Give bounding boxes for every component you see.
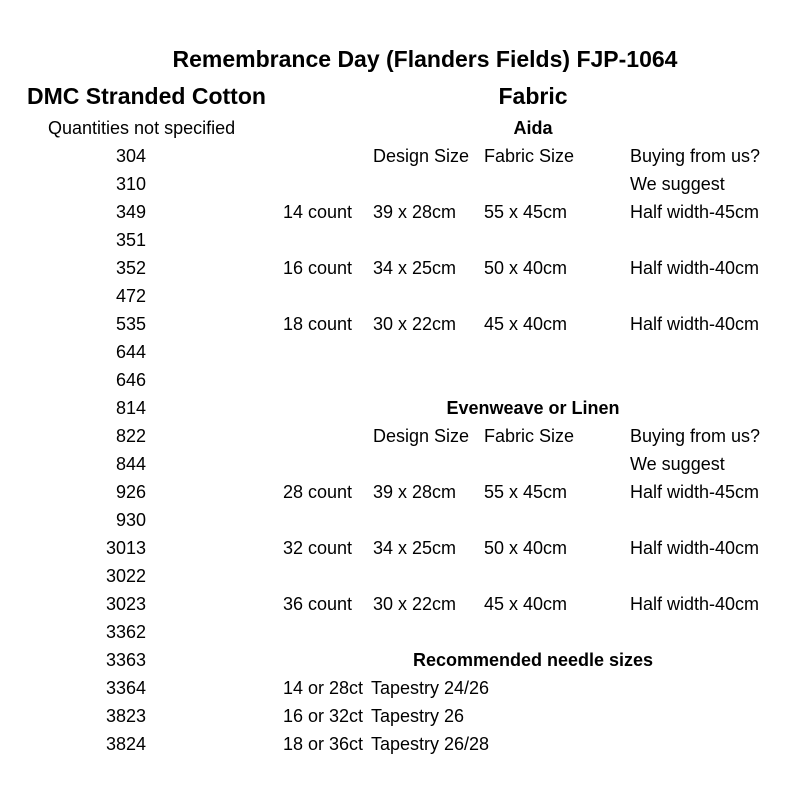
list-item: 3023: [105, 594, 146, 614]
dmc-heading: DMC Stranded Cotton: [27, 83, 266, 109]
list-item: 3823: [105, 706, 146, 726]
list-item: 310: [115, 174, 146, 194]
count-cell: 18 count: [283, 314, 353, 334]
list-item: 349: [115, 202, 146, 222]
list-item: 3013: [105, 538, 146, 558]
count-cell: 32 count: [283, 538, 353, 558]
fabric-size-cell: 50 x 40cm: [484, 258, 568, 278]
list-item: 352: [115, 258, 146, 278]
list-item: 814: [115, 398, 146, 418]
fabric-size-cell: 55 x 45cm: [484, 482, 568, 502]
aida-col-design: Design Size: [373, 146, 470, 166]
design-size-cell: 34 x 25cm: [373, 258, 457, 278]
list-item: 535: [115, 314, 146, 334]
fabric-size-cell: 45 x 40cm: [484, 314, 568, 334]
list-item: 844: [115, 454, 146, 474]
list-item: 304: [115, 146, 146, 166]
design-size-cell: 30 x 22cm: [373, 594, 457, 614]
page-title: Remembrance Day (Flanders Fields) FJP-1064: [172, 46, 678, 72]
needle-size-cell: Tapestry 26/28: [371, 734, 490, 754]
list-item: 3362: [105, 622, 146, 642]
aida-title: Aida: [513, 118, 553, 138]
list-item: 3824: [105, 734, 146, 754]
fabric-size-cell: 45 x 40cm: [484, 594, 568, 614]
list-item: 3363: [105, 650, 146, 670]
evenweave-col-suggest: We suggest: [630, 454, 725, 474]
needle-size-cell: Tapestry 26: [371, 706, 465, 726]
list-item: 351: [115, 230, 146, 250]
evenweave-col-fabric: Fabric Size: [484, 426, 575, 446]
list-item: 644: [115, 342, 146, 362]
list-item: 472: [115, 286, 146, 306]
suggest-cell: Half width-40cm: [630, 538, 760, 558]
suggest-cell: Half width-40cm: [630, 314, 760, 334]
list-item: 3022: [105, 566, 146, 586]
list-item: 926: [115, 482, 146, 502]
needles-title: Recommended needle sizes: [412, 650, 654, 670]
design-size-cell: 39 x 28cm: [373, 202, 457, 222]
needle-count-cell: 18 or 36ct: [283, 734, 364, 754]
fabric-heading: Fabric: [498, 83, 568, 109]
evenweave-col-design: Design Size: [373, 426, 470, 446]
needle-size-cell: Tapestry 24/26: [371, 678, 490, 698]
dmc-note: Quantities not specified: [48, 118, 236, 138]
list-item: 3364: [105, 678, 146, 698]
list-item: 930: [115, 510, 146, 530]
aida-col-suggest: We suggest: [630, 174, 725, 194]
aida-col-fabric: Fabric Size: [484, 146, 575, 166]
list-item: 822: [115, 426, 146, 446]
fabric-size-cell: 50 x 40cm: [484, 538, 568, 558]
suggest-cell: Half width-40cm: [630, 258, 760, 278]
design-size-cell: 39 x 28cm: [373, 482, 457, 502]
suggest-cell: Half width-40cm: [630, 594, 760, 614]
aida-col-buy: Buying from us?: [630, 146, 761, 166]
evenweave-col-buy: Buying from us?: [630, 426, 761, 446]
list-item: 646: [115, 370, 146, 390]
count-cell: 36 count: [283, 594, 353, 614]
count-cell: 28 count: [283, 482, 353, 502]
design-size-cell: 30 x 22cm: [373, 314, 457, 334]
count-cell: 16 count: [283, 258, 353, 278]
fabric-size-cell: 55 x 45cm: [484, 202, 568, 222]
suggest-cell: Half width-45cm: [630, 482, 760, 502]
design-size-cell: 34 x 25cm: [373, 538, 457, 558]
evenweave-title: Evenweave or Linen: [446, 398, 620, 418]
needle-count-cell: 16 or 32ct: [283, 706, 364, 726]
suggest-cell: Half width-45cm: [630, 202, 760, 222]
needle-count-cell: 14 or 28ct: [283, 678, 364, 698]
count-cell: 14 count: [283, 202, 353, 222]
